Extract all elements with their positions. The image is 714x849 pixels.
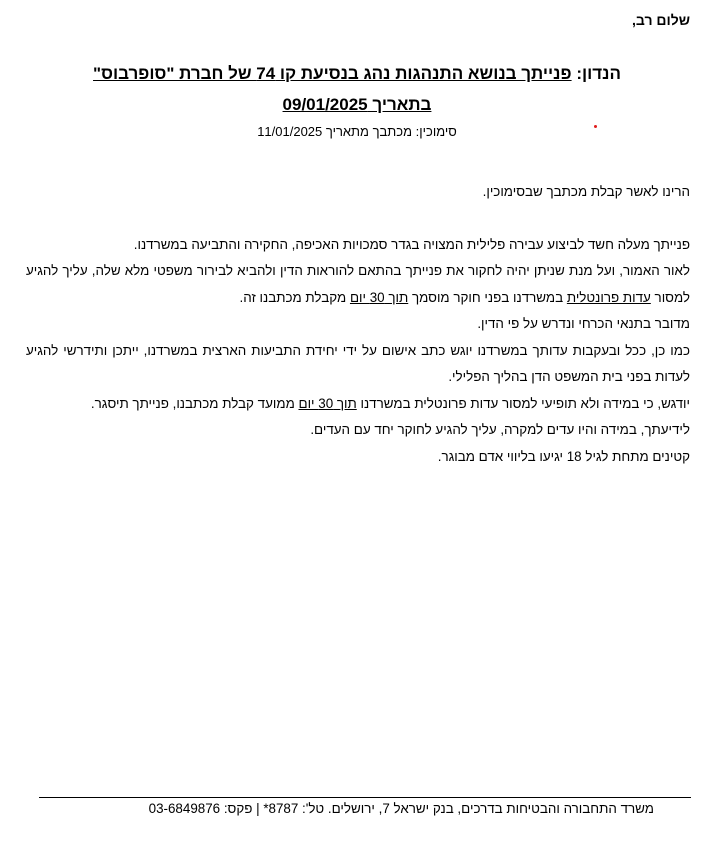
closure-text-b: ממועד קבלת מכתבנו, פנייתך תיסגר. bbox=[90, 395, 299, 411]
subject-date: בתאריך 09/01/2025 bbox=[282, 95, 432, 114]
paragraph-minors: קטינים מתחת לגיל 18 יגיעו בליווי אדם מבוגר. bbox=[437, 448, 690, 464]
reference-line: סימוכין: מכתבך מתאריך 11/01/2025 bbox=[257, 124, 457, 139]
subject-line-1 bbox=[40, 58, 674, 89]
paragraph-testimony-requirement bbox=[26, 258, 690, 311]
greeting: שלום רב, bbox=[632, 12, 690, 28]
subject-text: פנייתך בנושא התנהגות נהג בנסיעת קו 74 של חברת "סופרבוס" bbox=[93, 64, 572, 83]
paragraph-witnesses: לידיעתך, במידה והיו עדים למקרה, עליך להגיע לחוקר יחד עם העדים. bbox=[310, 422, 690, 437]
paragraph-legal-condition: מדובר בתנאי הכרחי ונדרש על פי הדין. bbox=[477, 316, 690, 331]
subject-line-2 bbox=[40, 89, 674, 120]
closure-deadline-underlined: תוך 30 יום bbox=[298, 395, 357, 411]
testimony-frontal-underlined: עדות פרונטלית bbox=[566, 289, 651, 305]
paragraph-confirmation: הרינו לאשר קבלת מכתבך שבסימוכין. bbox=[482, 184, 690, 199]
red-dot-mark bbox=[594, 125, 597, 128]
subject-prefix: הנדון: bbox=[576, 64, 621, 83]
subject-heading bbox=[40, 58, 674, 120]
testimony-deadline-underlined: תוך 30 יום bbox=[349, 289, 409, 305]
paragraph-suspicion: פנייתך מעלה חשד לביצוע עבירה פלילית המצויה בגדר סמכויות האכיפה, החקירה והתביעה במשרדנו. bbox=[133, 236, 690, 252]
testimony-text-a: לאור האמור, ועל מנת שניתן יהיה לחקור את פנייתך בהתאם להוראות הדין ולהביא לבירור משפטי מלא שלה, עליך להגיע למסור bbox=[26, 263, 690, 305]
paragraph-gap bbox=[26, 206, 690, 232]
paragraph-closure-warning bbox=[26, 391, 690, 418]
footer-divider bbox=[39, 797, 691, 798]
testimony-text-c: מקבלת מכתבנו זה. bbox=[239, 289, 350, 305]
testimony-text-b: במשרדנו בפני חוקר מוסמך bbox=[408, 289, 567, 305]
letter-body bbox=[26, 179, 690, 470]
closure-text-a: יודגש, כי במידה ולא תופיעי למסור עדות פרונטלית במשרדנו bbox=[356, 395, 690, 411]
paragraph-court-testimony: כמו כן, ככל ובעקבות עדותך במשרדנו יוגש כתב אישום על ידי יחידת התביעות הארצית במשרדנו, ייתכן ותידרשי להגיע לעדות בפני בית המשפט הדן בהליך הפלילי. bbox=[26, 342, 690, 384]
footer-contact: משרד התחבורה והבטיחות בדרכים, בנק ישראל 7, ירושלים. טל': 8787* | פקס: 03-6849876 bbox=[148, 801, 654, 816]
